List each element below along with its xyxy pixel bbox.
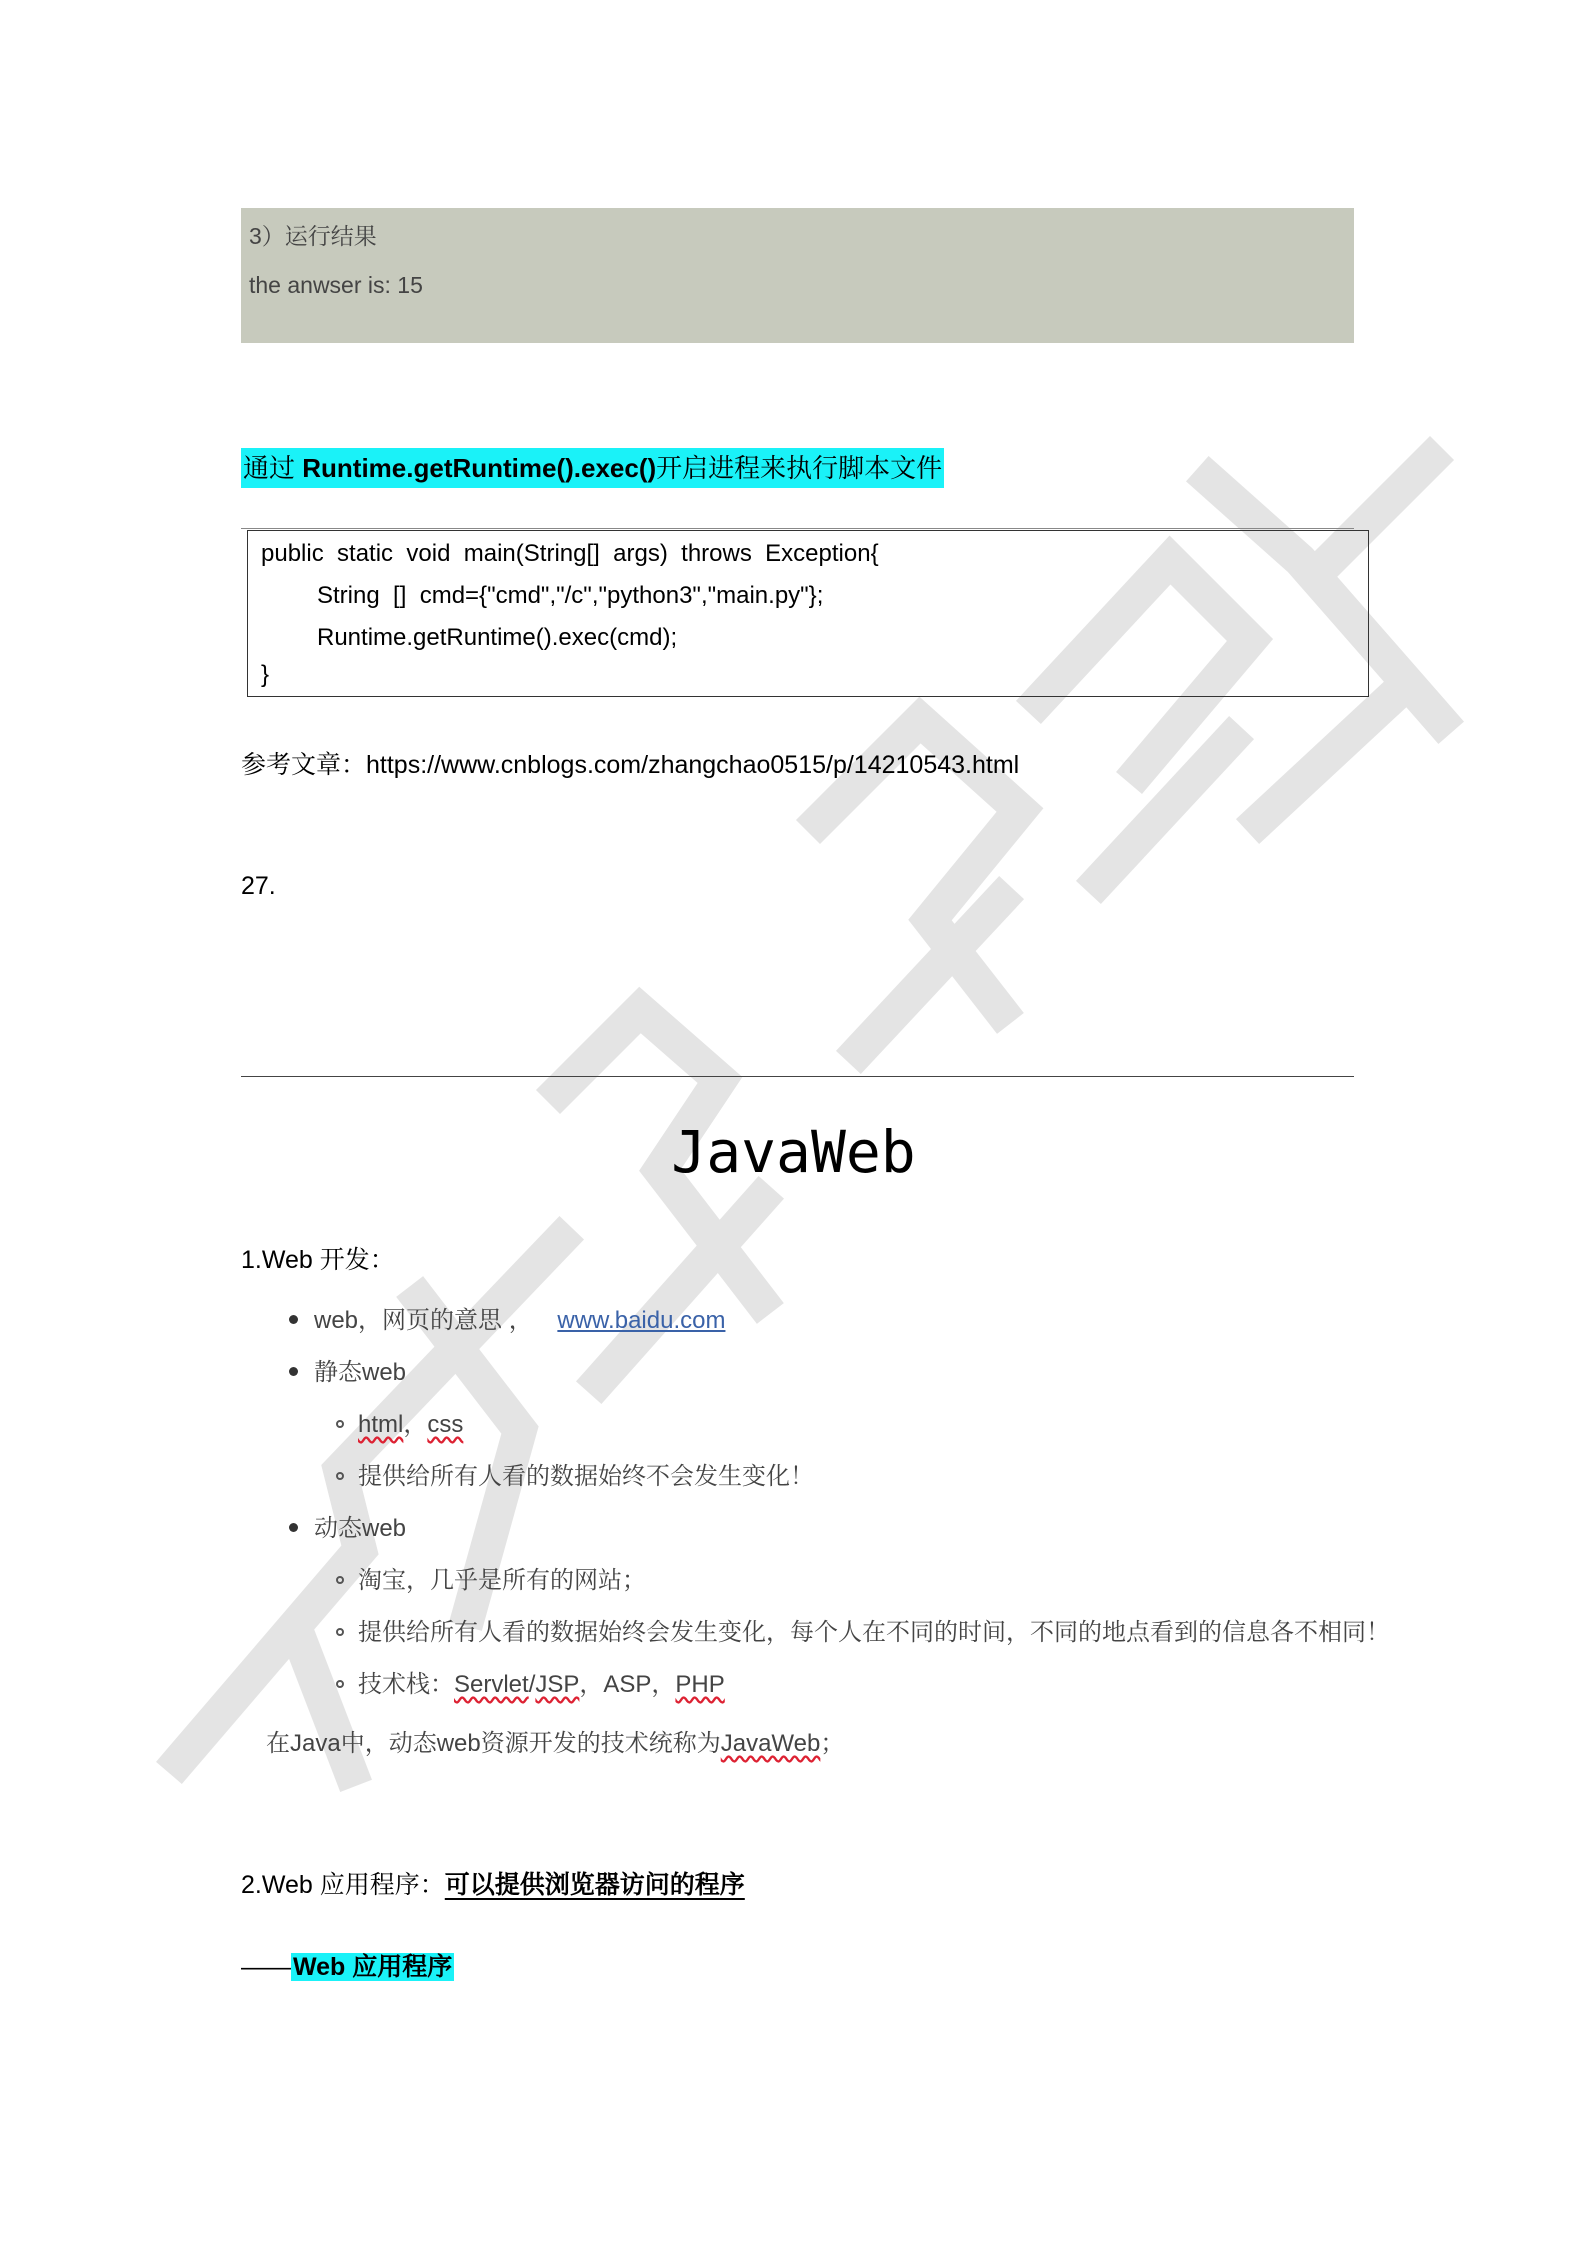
tech-servlet: Servlet [454, 1671, 529, 1698]
dynamic-sites: 淘宝，几乎是所有的网站； [358, 1567, 646, 1594]
summary-line [266, 1723, 844, 1758]
result-output: the anwser is: 15 [249, 272, 423, 298]
item-number: 27. [241, 872, 276, 900]
web-link[interactable]: www.baidu.com [557, 1307, 726, 1334]
summary-term: JavaWeb [720, 1730, 821, 1757]
exec-heading-suffix: 开启进程来执行脚本文件 [656, 454, 943, 484]
section2-underlined: 可以提供浏览器访问的程序 [444, 1870, 745, 1899]
section3-heading [241, 1947, 454, 1987]
list-item [289, 1300, 725, 1335]
divider [241, 528, 1354, 529]
tech-php: PHP [675, 1671, 725, 1698]
section3-dash: —— [241, 1953, 291, 1981]
code-block [247, 530, 1369, 697]
code-line: } [261, 661, 270, 688]
page-title: JavaWeb [671, 1118, 916, 1186]
bullet-icon [289, 1523, 298, 1532]
summary-prefix: 在Java中，动态web资源开发的技术统称为 [266, 1730, 721, 1757]
web-text: web，网页的意思 ， [314, 1307, 533, 1334]
circle-bullet-icon [336, 1576, 344, 1584]
sub-list-item [336, 1404, 463, 1439]
circle-bullet-icon [336, 1628, 344, 1636]
tech-slash: / [528, 1671, 536, 1698]
reference-label: 参考文章： [241, 750, 367, 779]
dynamic-label: 动态web [314, 1515, 407, 1542]
result-heading: 3）运行结果 [249, 223, 377, 249]
section1-number: 1.Web [241, 1246, 313, 1274]
static-html: html [358, 1411, 404, 1438]
exec-heading-prefix: 通过 [243, 454, 296, 484]
bullet-icon [289, 1367, 298, 1376]
tech-mid: ，ASP， [579, 1671, 676, 1698]
sub-list-item [336, 1456, 814, 1491]
static-label: 静态web [314, 1359, 407, 1386]
result-box [241, 208, 1354, 343]
circle-bullet-icon [336, 1680, 344, 1688]
section2-heading [241, 1865, 745, 1901]
circle-bullet-icon [336, 1420, 344, 1428]
tech-jsp: JSP [535, 1671, 580, 1698]
section2-number: 2.Web [241, 1871, 313, 1899]
reference-line [241, 745, 1019, 781]
list-item [289, 1508, 406, 1543]
list-item [289, 1352, 406, 1387]
sub-list-item [336, 1664, 725, 1699]
summary-end: ； [820, 1730, 845, 1757]
bullet-icon [289, 1315, 298, 1324]
code-line: String [] cmd={"cmd","/c","python3","main.py"}; [317, 582, 824, 609]
section1-title: 开发： [319, 1245, 395, 1274]
static-desc: 提供给所有人看的数据始终不会发生变化！ [358, 1463, 814, 1490]
section-divider [241, 1076, 1354, 1077]
dynamic-desc: 提供给所有人看的数据始终会发生变化，每个人在不同的时间，不同的地点看到的信息各不相同！ [358, 1619, 1390, 1646]
static-sep: ， [403, 1411, 428, 1438]
circle-bullet-icon [336, 1472, 344, 1480]
code-line: Runtime.getRuntime().exec(cmd); [317, 624, 678, 651]
sub-list-item [336, 1612, 1390, 1647]
tech-prefix: 技术栈： [358, 1671, 454, 1698]
code-line: public static void main(String[] args) throws Exception{ [261, 540, 879, 567]
reference-url[interactable]: https://www.cnblogs.com/zhangchao0515/p/14210543.html [366, 751, 1020, 779]
static-css: css [427, 1411, 464, 1438]
sub-list-item [336, 1560, 646, 1595]
section1-heading [241, 1240, 395, 1276]
exec-heading-code: Runtime.getRuntime().exec() [302, 453, 657, 483]
section3-highlight: Web 应用程序 [293, 1953, 453, 1981]
section2-title: 应用程序： [319, 1870, 445, 1899]
exec-heading [241, 448, 944, 488]
